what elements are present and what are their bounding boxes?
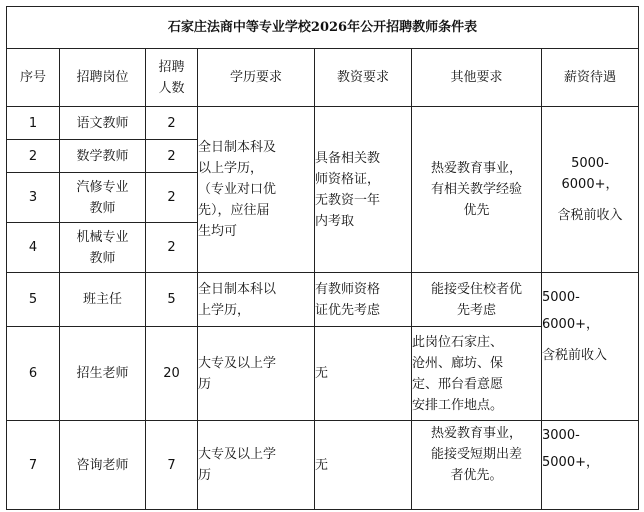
table-row <box>7 273 639 327</box>
admissions-qualification: 无 <box>315 327 412 421</box>
table-row <box>7 421 639 510</box>
header-other: 其他要求 <box>412 49 542 107</box>
headteacher-education: 全日制本科以 上学历， <box>198 273 315 327</box>
consultant-education: 大专及以上学 历 <box>198 421 315 510</box>
row-position: 招生老师 <box>60 327 146 421</box>
row-position: 汽修专业 教师 <box>60 173 146 223</box>
row-no: 4 <box>7 223 60 273</box>
teachers-qualification: 具备相关教 师资格证， 无教资一年 内考取 <box>315 107 412 273</box>
teachers-other: 热爱教育事业， 有相关教学经验 优先 <box>412 107 542 273</box>
header-no: 序号 <box>7 49 60 107</box>
header-position: 招聘岗位 <box>60 49 146 107</box>
recruitment-table <box>6 6 639 510</box>
table-row <box>7 107 639 140</box>
consultant-salary: 3000- 5000+， <box>542 421 639 510</box>
row-no: 6 <box>7 327 60 421</box>
row-position: 机械专业 教师 <box>60 223 146 273</box>
row-count: 2 <box>146 107 198 140</box>
admissions-other: 此岗位石家庄、 沧州、廊坊、保 定、邢台看意愿 安排工作地点。 <box>412 327 542 421</box>
row-no: 3 <box>7 173 60 223</box>
header-qualification: 教资要求 <box>315 49 412 107</box>
row-count: 20 <box>146 327 198 421</box>
row-no: 2 <box>7 140 60 173</box>
row-no: 7 <box>7 421 60 510</box>
admissions-education: 大专及以上学 历 <box>198 327 315 421</box>
row-no: 1 <box>7 107 60 140</box>
headteacher-qualification: 有教师资格 证优先考虑 <box>315 273 412 327</box>
row-no: 5 <box>7 273 60 327</box>
row-count: 5 <box>146 273 198 327</box>
header-count: 招聘 人数 <box>146 49 198 107</box>
header-salary: 薪资待遇 <box>542 49 639 107</box>
headteacher-other: 能接受住校者优 先考虑 <box>412 273 542 327</box>
row-count: 2 <box>146 173 198 223</box>
header-education: 学历要求 <box>198 49 315 107</box>
header-row <box>7 49 639 107</box>
consultant-other: 热爱教育事业， 能接受短期出差 者优先。 <box>412 421 542 510</box>
teachers-education: 全日制本科及 以上学历， （专业对口优 先），应往届 生均可 <box>198 107 315 273</box>
row-count: 7 <box>146 421 198 510</box>
table-title: 石家庄法商中等专业学校2026年公开招聘教师条件表 <box>7 7 639 49</box>
consultant-qualification: 无 <box>315 421 412 510</box>
row-position: 语文教师 <box>60 107 146 140</box>
row-position: 咨询老师 <box>60 421 146 510</box>
teachers-salary: 5000- 6000+， 含税前收入 <box>542 107 639 273</box>
row-position: 数学教师 <box>60 140 146 173</box>
headteacher-salary: 5000- 6000+， 含税前收入 <box>542 273 639 421</box>
row-count: 2 <box>146 223 198 273</box>
row-count: 2 <box>146 140 198 173</box>
row-position: 班主任 <box>60 273 146 327</box>
